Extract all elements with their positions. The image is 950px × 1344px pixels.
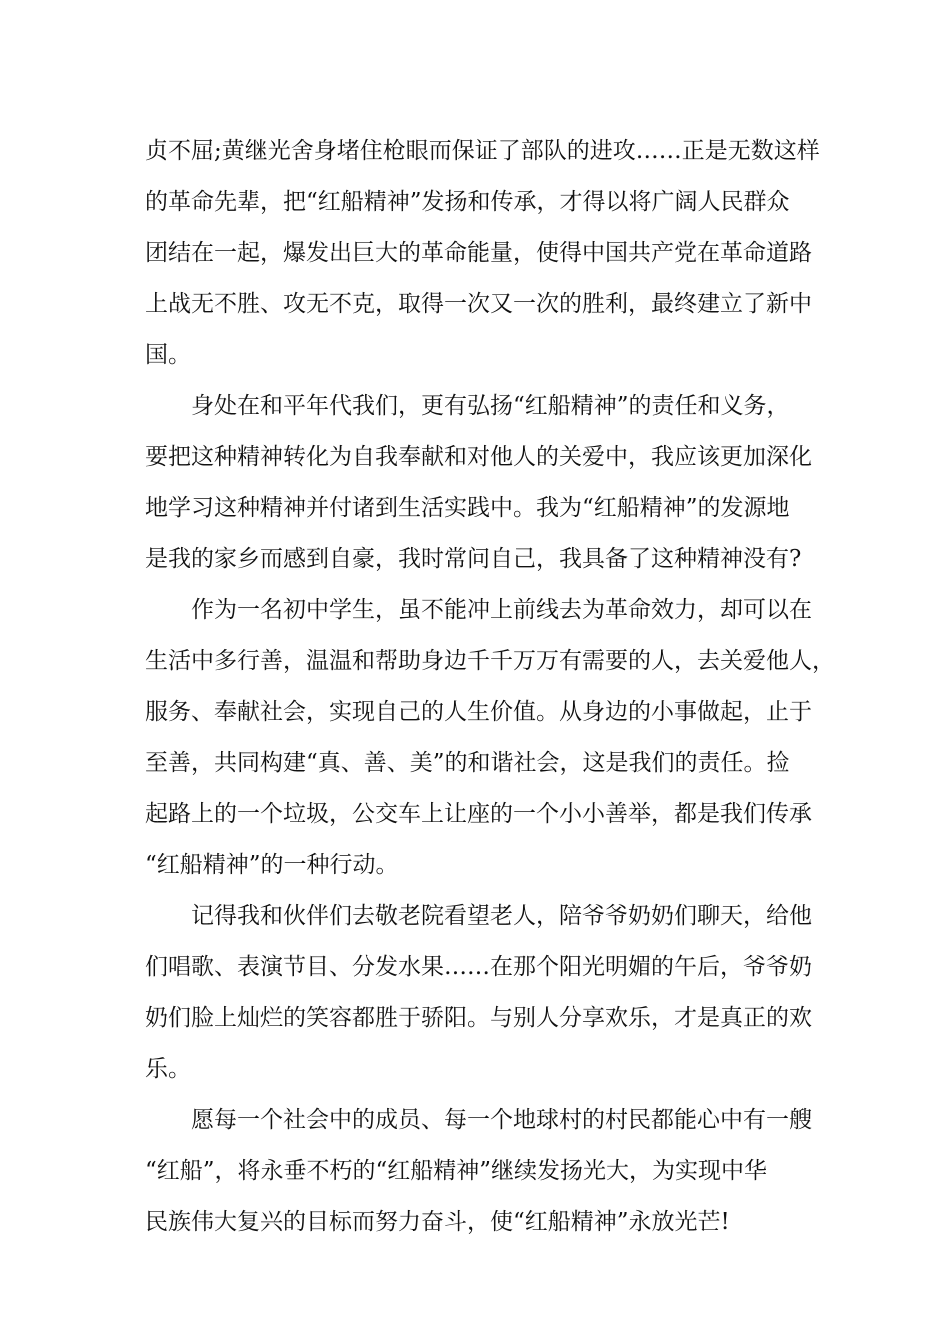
paragraph-3-line-1: 作为一名初中学生，虽不能冲上前线去为革命效力，却可以在 bbox=[191, 597, 812, 623]
paragraph-5-line-1: 愿每一个社会中的成员、每一个地球村的村民都能心中有一艘 bbox=[191, 1107, 812, 1133]
paragraph-5-line-2: “红船”，将永垂不朽的“红船精神”继续发扬光大，为实现中华 bbox=[145, 1158, 768, 1184]
paragraph-1-line-3: 团结在一起，爆发出巨大的革命能量，使得中国共产党在革命道路 bbox=[145, 240, 812, 266]
document-body bbox=[145, 126, 835, 1248]
paragraph-3-line-5: 起路上的一个垃圾，公交车上让座的一个小小善举，都是我们传承 bbox=[145, 801, 812, 827]
paragraph-3-line-6: “红船精神”的一种行动。 bbox=[145, 852, 399, 878]
paragraph-2-line-4: 是我的家乡而感到自豪，我时常问自己，我具备了这种精神没有? bbox=[145, 546, 802, 572]
paragraph-2-line-1: 身处在和平年代我们，更有弘扬“红船精神”的责任和义务， bbox=[191, 393, 790, 419]
paragraph-4-line-1: 记得我和伙伴们去敬老院看望老人，陪爷爷奶奶们聊天，给他 bbox=[191, 903, 812, 929]
paragraph-5-line-3: 民族伟大复兴的目标而努力奋斗，使“红船精神”永放光芒! bbox=[145, 1209, 730, 1235]
paragraph-4-line-2: 们唱歌、表演节目、分发水果……在那个阳光明媚的午后，爷爷奶 bbox=[145, 954, 812, 980]
paragraph-3-line-3: 服务、奉献社会，实现自己的人生价值。从身边的小事做起，止于 bbox=[145, 699, 812, 725]
paragraph-3-line-4: 至善，共同构建“真、善、美”的和谐社会，这是我们的责任。捡 bbox=[145, 750, 790, 776]
paragraph-1-line-5: 国。 bbox=[145, 342, 191, 368]
paragraph-1-line-2: 的革命先辈，把“红船精神”发扬和传承，才得以将广阔人民群众 bbox=[145, 189, 790, 215]
paragraph-1-line-1: 贞不屈;黄继光舍身堵住枪眼而保证了部队的进攻……正是无数这样 bbox=[145, 138, 820, 164]
paragraph-4-line-4: 乐。 bbox=[145, 1056, 191, 1082]
paragraph-1-line-4: 上战无不胜、攻无不克，取得一次又一次的胜利，最终建立了新中 bbox=[145, 291, 812, 317]
paragraph-2-line-2: 要把这种精神转化为自我奉献和对他人的关爱中，我应该更加深化 bbox=[145, 444, 812, 470]
paragraph-4-line-3: 奶们脸上灿烂的笑容都胜于骄阳。与别人分享欢乐，才是真正的欢 bbox=[145, 1005, 812, 1031]
paragraph-2-line-3: 地学习这种精神并付诸到生活实践中。我为“红船精神”的发源地 bbox=[145, 495, 790, 521]
paragraph-3-line-2: 生活中多行善，温温和帮助身边千千万万有需要的人，去关爱他人， bbox=[145, 648, 835, 674]
